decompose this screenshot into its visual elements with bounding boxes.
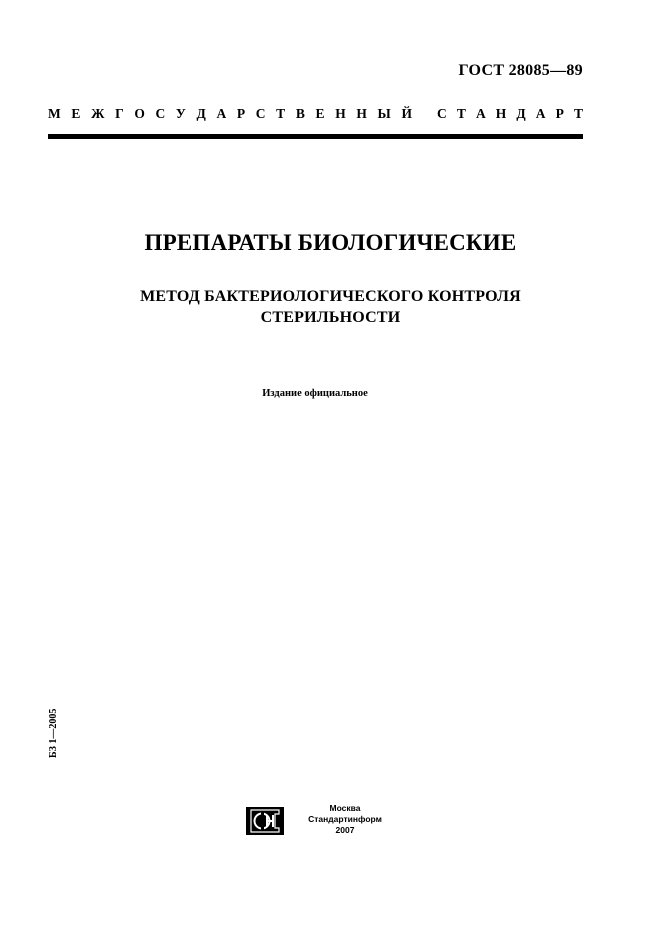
heading-word-standard bbox=[437, 106, 583, 122]
publisher-name: Стандартинформ bbox=[308, 814, 382, 824]
heading-letter: Р bbox=[555, 106, 564, 121]
publisher-year: 2007 bbox=[335, 825, 355, 835]
interstate-standard-heading bbox=[48, 106, 583, 122]
heading-letter: Г bbox=[115, 106, 124, 121]
heading-letter: С bbox=[255, 106, 266, 121]
heading-letter: Е bbox=[71, 106, 81, 121]
heading-letter: Д bbox=[196, 106, 206, 121]
heading-letter: Н bbox=[335, 106, 346, 121]
heading-letter: А bbox=[216, 106, 227, 121]
heading-letter: С bbox=[155, 106, 166, 121]
heading-letter: Н bbox=[495, 106, 507, 121]
subtitle-line: МЕТОД БАКТЕРИОЛОГИЧЕСКОГО КОНТРОЛЯ bbox=[140, 288, 521, 305]
heading-letter: А bbox=[535, 106, 546, 121]
heading-letter: Н bbox=[356, 106, 367, 121]
heading-letter: М bbox=[48, 106, 61, 121]
subtitle-line: СТЕРИЛЬНОСТИ bbox=[260, 309, 401, 326]
heading-letter: Т bbox=[573, 106, 583, 121]
heading-letter: У bbox=[175, 106, 186, 121]
publisher-block bbox=[300, 803, 390, 836]
document-subtitle bbox=[0, 286, 661, 328]
heading-letter: В bbox=[295, 106, 305, 121]
standard-number: ГОСТ 28085—89 bbox=[458, 62, 583, 79]
document-title: ПРЕПАРАТЫ БИОЛОГИЧЕСКИЕ bbox=[144, 230, 517, 255]
heading-letter: Т bbox=[456, 106, 466, 121]
heading-letter: Е bbox=[315, 106, 325, 121]
heading-letter: Д bbox=[516, 106, 526, 121]
heading-letter: Р bbox=[236, 106, 246, 121]
heading-word-interstate bbox=[48, 106, 412, 122]
edition-label: Издание официальное bbox=[262, 388, 368, 399]
heading-letter: Т bbox=[276, 106, 286, 121]
heading-letter: О bbox=[134, 106, 145, 121]
side-code: БЗ 1—2005 bbox=[48, 708, 59, 758]
heading-letter: Ж bbox=[91, 106, 105, 121]
heading-letter: Ы bbox=[377, 106, 391, 121]
heading-letter: С bbox=[437, 106, 447, 121]
header-divider bbox=[48, 134, 583, 139]
standartinform-logo-icon bbox=[245, 806, 285, 836]
heading-letter: А bbox=[475, 106, 486, 121]
publisher-city: Москва bbox=[329, 803, 361, 813]
heading-letter: Й bbox=[401, 106, 412, 121]
